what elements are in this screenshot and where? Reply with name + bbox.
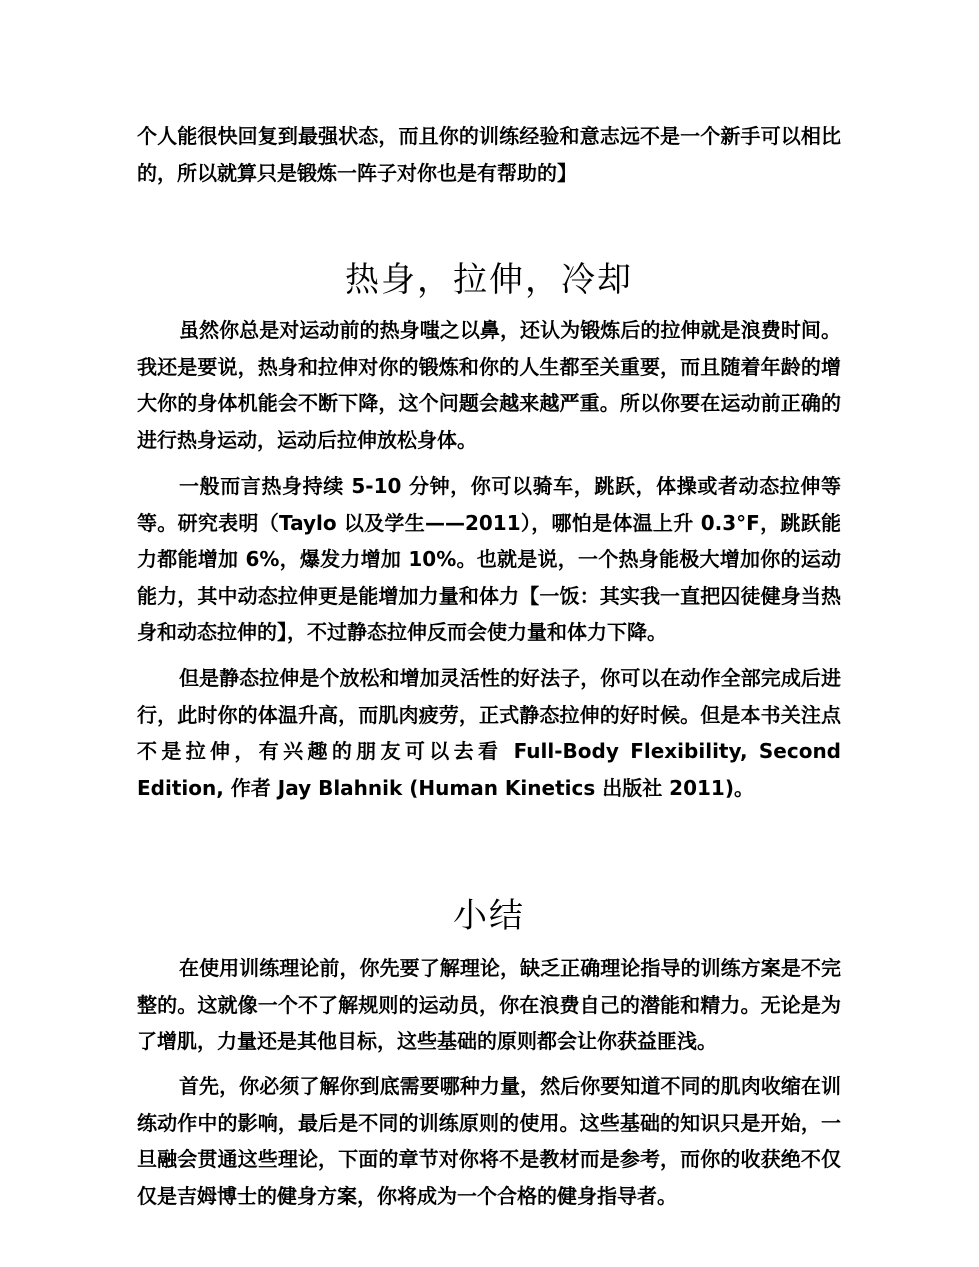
warmup-paragraph-2: 一般而言热身持续 5-10 分钟，你可以骑车，跳跃，体操或者动态拉伸等等。研究表明（Taylo 以及学生——2011），哪怕是体温上升 0.3°F，跳跃能力都能增加 6%，爆发力增加 10%。也就是说，一个热身能极大增加你的运动能力，其中动态拉伸更是能增加力量和体力【一饭：其实我一直把囚徒健身当热身和动态拉伸的】，不过静态拉伸反而会使力量和体力下降。: [137, 474, 841, 644]
intro-continuation-paragraph: 个人能很快回复到最强状态，而且你的训练经验和意志远不是一个新手可以相比的，所以就算只是锻炼一阵子对你也是有帮助的】: [137, 124, 841, 185]
warmup-paragraph-3: 但是静态拉伸是个放松和增加灵活性的好法子，你可以在动作全部完成后进行，此时你的体温升高，而肌肉疲劳，正式静态拉伸的好时候。但是本书关注点不是拉伸，有兴趣的朋友可以去看 Full-Body Flexibility, Second Edition, 作者 Jay Blahnik (Human Kinetics 出版社 2011)。: [137, 666, 841, 800]
summary-paragraph-2: 首先，你必须了解你到底需要哪种力量，然后你要知道不同的肌肉收缩在训练动作中的影响，最后是不同的训练原则的使用。这些基础的知识只是开始，一旦融会贯通这些理论，下面的章节对你将不是教材而是参考，而你的收获绝不仅仅是吉姆博士的健身方案，你将成为一个合格的健身指导者。: [137, 1074, 841, 1208]
section-title-summary: 小结: [453, 896, 525, 936]
summary-paragraph-1: 在使用训练理论前，你先要了解理论，缺乏正确理论指导的训练方案是不完整的。这就像一个不了解规则的运动员，你在浪费自己的潜能和精力。无论是为了增肌，力量还是其他目标，这些基础的原则都会让你获益匪浅。: [137, 956, 841, 1053]
section-title-warmup: 热身，拉伸，冷却: [345, 260, 633, 300]
warmup-paragraph-1: 虽然你总是对运动前的热身嗤之以鼻，还认为锻炼后的拉伸就是浪费时间。我还是要说，热身和拉伸对你的锻炼和你的人生都至关重要，而且随着年龄的增大你的身体机能会不断下降，这个问题会越来越严重。所以你要在运动前正确的进行热身运动，运动后拉伸放松身体。: [137, 318, 841, 452]
